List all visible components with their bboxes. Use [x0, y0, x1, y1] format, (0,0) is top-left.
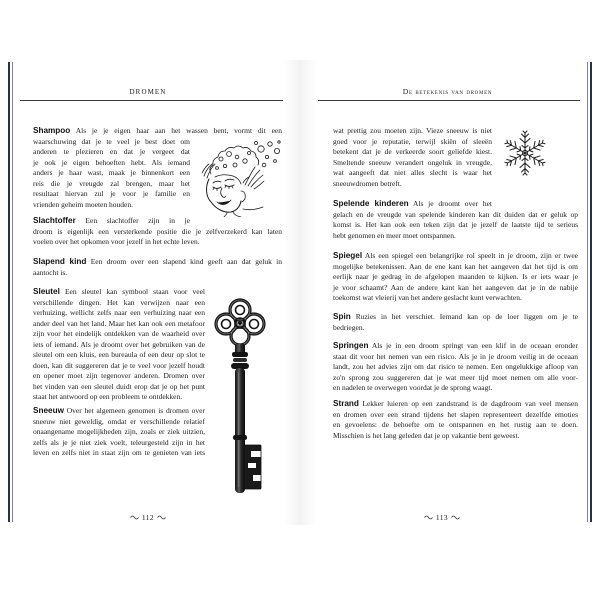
- line-text: doen, kan dit suggereren dat je te veel voor jezelf houdt: [33, 360, 205, 370]
- line-text: anderen te plezieren en dat je vergeet dat: [33, 147, 190, 156]
- text-line: [33, 382, 205, 393]
- text-line: [333, 420, 578, 431]
- line-text: Ruzies in het verschiet. Iemand kan op de loer liggen om je te: [355, 312, 578, 321]
- entry-term: Spin: [333, 312, 351, 321]
- text-line: [333, 168, 492, 179]
- line-text: voelen over het opkomen voor jezelf in het echte leven.: [33, 237, 200, 246]
- text-line: [333, 341, 578, 352]
- line-text: zelfs als je je niet ziek voelt, teleurgesteld zijn in het: [33, 437, 205, 447]
- line-text: Een sleutel kan symbool staan voor veel: [64, 287, 206, 296]
- line-text: het vinden van een sleutel duidt erop dat je op het punt: [33, 381, 205, 391]
- text-line: [333, 312, 578, 323]
- text-line: [33, 448, 205, 459]
- text-line: [33, 126, 282, 137]
- left-running-head: DROMEN: [129, 88, 167, 96]
- line-text: wat prettig zou moeten zijn. Vieze sneeuw is niet: [333, 126, 492, 135]
- text-line: [33, 340, 205, 351]
- line-text: staat het antwoord op een probleem te ontdekken.: [33, 392, 183, 401]
- text-line: [333, 293, 578, 304]
- line-text: Als je in een droom springt van een klif in de oceaan eronder: [371, 341, 578, 350]
- entry-sneeuw-continued: [333, 126, 492, 189]
- line-text: toekomst wat vleierij van het andere geslacht kunt verwachten.: [333, 293, 522, 302]
- line-text: aantocht is.: [33, 267, 68, 277]
- text-line: [33, 287, 205, 298]
- line-text: Smeltende sneeuw verandert ongeluk in vreugde,: [333, 157, 492, 167]
- line-text: sleutel om een kluis, een bureaula of een deur op slot te: [33, 350, 205, 359]
- line-text: zo'n sprong zou suggereren dat je wat meer tijd moet nemen om alle voor-: [333, 372, 578, 382]
- flourish-icon: [130, 514, 139, 520]
- right-running-head: De betekenis van dromen: [402, 87, 493, 96]
- right-page-number: [420, 511, 464, 523]
- line-text: en dromen over een strand tijdens het slapen representeert dezelfde emoties: [333, 409, 578, 419]
- key-illustration: [213, 297, 267, 497]
- text-line: [333, 137, 492, 148]
- text-line: [33, 200, 190, 211]
- entry-term: Strand: [333, 399, 359, 408]
- entry-shampoo: [33, 126, 282, 210]
- text-line: [33, 361, 205, 372]
- right-header-rule: [318, 100, 580, 101]
- text-line: [33, 179, 190, 190]
- text-line: [333, 399, 578, 410]
- entry-term: Shampoo: [33, 126, 71, 135]
- entry-term: Spelende kinderen: [333, 199, 409, 208]
- line-text: verhuizing, wellicht zelfs naar een verhuizing naar een: [33, 308, 205, 317]
- text-line: [333, 199, 492, 210]
- line-text: gelach en de vreugde van spelende kinderen kan dit duiden dat er geluk op: [333, 209, 578, 219]
- left-page-edge-inner: [12, 62, 13, 522]
- line-text: Lekker luieren op een zandstrand is de dagdroom van veel mensen: [362, 399, 578, 408]
- text-line: [33, 268, 282, 279]
- text-line: [333, 126, 492, 137]
- text-line: [33, 298, 205, 309]
- entry-sleutel: [33, 287, 205, 403]
- text-line: [333, 362, 578, 373]
- line-text: verschillende dingen. Het kan verwijzen naar een: [33, 297, 205, 307]
- line-text: vrienden geheim moeten houden.: [33, 199, 133, 209]
- text-line: [333, 283, 578, 294]
- text-line: [33, 308, 205, 319]
- entry-slapend-kind: [33, 257, 282, 278]
- line-text: je ook je eigen behoeften hebt. Als iemand: [33, 157, 190, 167]
- line-text: hebt genomen en meer moet ontspannen.: [333, 230, 456, 240]
- text-line: [33, 168, 190, 179]
- text-line: [333, 373, 578, 384]
- entry-term: Springen: [333, 341, 369, 350]
- line-text: anders je haar wast, maak je binnenkort een: [33, 168, 190, 177]
- text-line: [33, 406, 205, 417]
- text-line: [33, 189, 190, 200]
- line-text: bedriegen.: [333, 322, 365, 332]
- text-line: [33, 417, 205, 428]
- entry-spelende-kinderen: [333, 199, 578, 241]
- line-text: wat aangeeft dat niet alles slecht is waar het: [333, 168, 492, 177]
- line-text: droom is eigenlijk een versterkende positie die je zelfverzekerd kan laten: [33, 226, 282, 236]
- text-line: [33, 329, 205, 340]
- line-text: iets of iemand. Als je droomt over het gebruiken van de: [33, 339, 205, 349]
- snowflake-illustration: [503, 128, 547, 178]
- text-line: [333, 323, 578, 334]
- line-text: betekent dat je de verkeerde soort geliefde kiest.: [333, 147, 492, 156]
- line-text: eerlijk naar je gedrag in de afgelopen maanden te kijken. Is er iets waar je: [333, 272, 578, 281]
- line-text: staat dit voor het nemen van een risico. Als je in je droom veilig in de oceaan: [333, 351, 578, 361]
- text-line: [333, 158, 492, 169]
- text-line: [33, 147, 190, 158]
- text-line: [33, 438, 205, 449]
- line-text: je voor schaamt? Aan de andere kant kan het aangeven dat je in de nabije: [333, 282, 578, 292]
- entry-term: Sneeuw: [33, 406, 64, 415]
- entry-term: Slapend kind: [33, 257, 87, 266]
- page-number-text: 113: [435, 512, 449, 522]
- line-text: en gevoelens: de behoefte om te ontspannen en het rustig aan te doen.: [333, 420, 578, 429]
- flourish-icon: [157, 514, 166, 520]
- line-text: resultaat hiervan zul je voor je familie en: [33, 189, 190, 198]
- entry-term: Spiegel: [333, 251, 363, 260]
- text-line: [333, 210, 578, 221]
- text-line: [333, 179, 492, 190]
- line-text: leven en zelfs niet in staat zijn om te genieten van iets: [33, 448, 205, 457]
- line-text: komst is. Het kan ook een teken zijn dat je jezelf de laatste tijd te serieus: [333, 220, 578, 229]
- text-line: [33, 427, 205, 438]
- text-line: [333, 147, 492, 158]
- text-line: [33, 371, 205, 382]
- line-text: sneeuwdromen betreft.: [333, 178, 402, 188]
- text-line: [333, 231, 578, 242]
- entry-spin: [333, 312, 578, 333]
- text-line: [333, 262, 578, 273]
- text-line: [333, 383, 578, 394]
- text-line: [33, 137, 190, 148]
- line-text: en opener moet zijn tegenover anderen. Dromen over: [33, 371, 205, 380]
- text-line: [33, 216, 190, 227]
- line-text: ander deel van het land. Maar het kan ook een metafoor: [33, 318, 205, 328]
- line-text: Misschien is het lang geleden dat je op vakantie bent geweest.: [333, 430, 520, 440]
- left-page-edge: [8, 62, 10, 522]
- entry-term: Sleutel: [33, 287, 60, 296]
- line-text: Een slachtoffer zijn in je: [85, 216, 191, 225]
- flourish-icon: [451, 514, 460, 520]
- text-line: [333, 272, 578, 283]
- line-text: sneeuw niet geweldig, omdat er verschillende relatief: [33, 416, 205, 426]
- entry-strand: [333, 399, 578, 441]
- line-text: mogelijke betekenissen. Aan de ene kant kan het aangeven dat het tijd is om: [333, 261, 578, 271]
- page-number-text: 112: [141, 512, 155, 522]
- line-text: Als je je eigen haar aan het wassen bent, vormt dit een: [75, 126, 282, 135]
- entry-term: Slachtoffer: [33, 216, 76, 225]
- line-text: waarschuwing dat je te veel je best doet om: [33, 136, 190, 146]
- right-page-edge-inner: [587, 62, 588, 522]
- text-line: [333, 251, 578, 262]
- line-text: en nadelen te overwegen voordat je de sprong waagt.: [333, 383, 493, 392]
- line-text: reis die je vreugde zal brengen, maar het: [33, 178, 190, 188]
- line-text: Als een spiegel een belangrijke rol speelt in je droom, zijn er twee: [364, 251, 578, 260]
- text-line: [33, 350, 205, 361]
- text-line: [33, 319, 205, 330]
- book-gutter: [284, 60, 316, 525]
- line-text: goed voor je reputatie, terwijl skiën of sleeën: [333, 136, 492, 146]
- text-line: [333, 352, 578, 363]
- text-line: [333, 220, 578, 231]
- text-line: [333, 431, 578, 442]
- text-line: [33, 158, 190, 169]
- right-page-edge: [590, 62, 592, 522]
- left-header-rule: [20, 100, 283, 101]
- text-line: [33, 392, 205, 403]
- text-line: [33, 227, 282, 238]
- line-text: Als je droomt over het: [413, 199, 492, 208]
- line-text: Een droom over een slapend kind geeft aan dat geluk in: [90, 257, 283, 266]
- entry-slachtoffer: [33, 216, 282, 248]
- line-text: Over het algemeen genomen is dromen over: [66, 406, 206, 415]
- entry-sneeuw: [33, 406, 205, 459]
- entry-springen: [333, 341, 578, 394]
- text-line: [33, 257, 282, 268]
- left-page-number: [126, 511, 170, 523]
- entry-spiegel: [333, 251, 578, 304]
- text-line: [333, 410, 578, 421]
- line-text: onaangename mogelijkheden zijn, zoals er ziek uitzien,: [33, 427, 205, 436]
- line-text: landt, zou het advies zijn om dat risico te nemen. Een ongelukkige afloop van: [333, 362, 578, 371]
- text-line: [33, 237, 282, 248]
- flourish-icon: [424, 514, 433, 520]
- line-text: zijn voor het eindelijk ontdekken van de waarheid over: [33, 329, 205, 338]
